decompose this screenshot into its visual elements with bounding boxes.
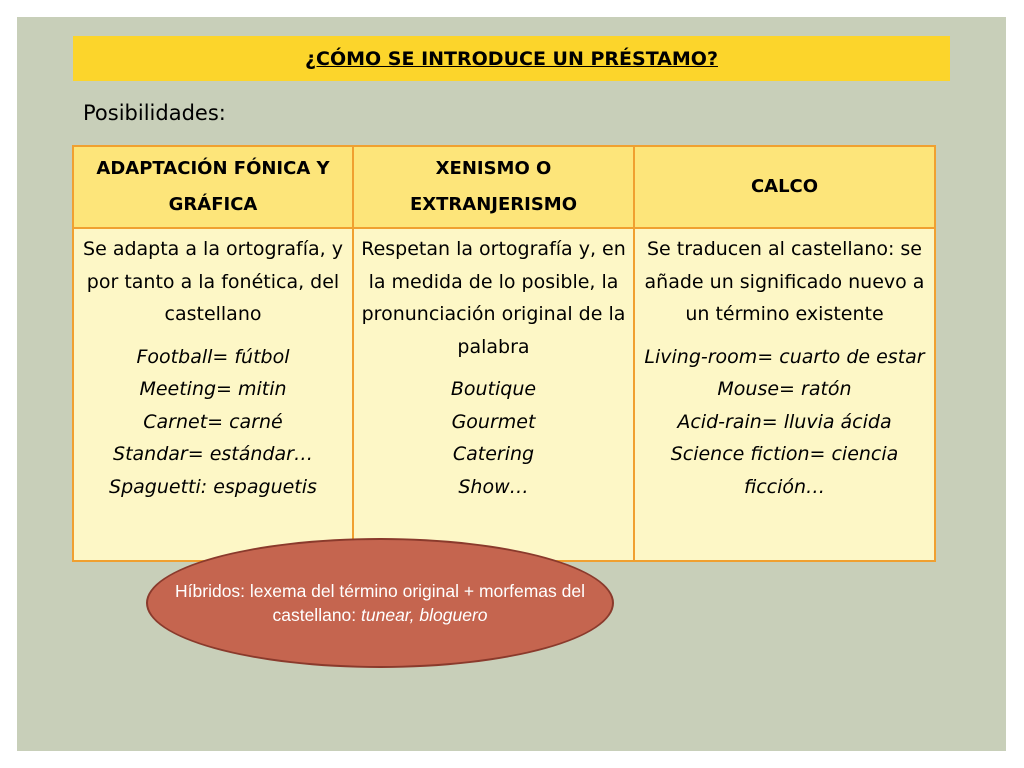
example-item: Spaguetti: espaguetis [109, 475, 317, 498]
table-row [73, 228, 935, 561]
callout-examples: tunear, bloguero [361, 605, 488, 625]
examples-adaptacion [79, 341, 347, 504]
example-item: Science fiction= ciencia ficción… [670, 443, 899, 498]
examples-xenismo [359, 373, 628, 503]
hybrids-callout [146, 538, 614, 668]
example-item: Gourmet [451, 410, 536, 433]
example-item: Living-room= cuarto de estar [644, 345, 925, 368]
description-xenismo: Respetan la ortografía y, en la medida de lo posible, la pronunciación original de la palabra [361, 238, 626, 358]
callout-content [148, 579, 612, 627]
header-xenismo: XENISMO O EXTRANJERISMO [353, 146, 634, 228]
cell-calco [634, 228, 935, 561]
example-item: Carnet= carné [143, 410, 283, 433]
description-adaptacion: Se adapta a la ortografía, y por tanto a la fonética, del castellano [83, 238, 343, 325]
example-item: Show… [458, 475, 529, 498]
example-item: Mouse= ratón [717, 378, 852, 400]
example-item: Football= fútbol [136, 345, 290, 368]
slide-title: ¿CÓMO SE INTRODUCE UN PRÉSTAMO? [73, 36, 950, 81]
comparison-table [72, 145, 936, 562]
slide [17, 17, 1006, 751]
example-item: Catering [452, 443, 535, 465]
callout-text: Híbridos: lexema del término original + morfemas del castellano: [175, 581, 585, 625]
header-calco: CALCO [634, 146, 935, 228]
example-item: Boutique [450, 378, 537, 400]
subtitle: Posibilidades: [83, 101, 226, 125]
description-calco: Se traducen al castellano: se añade un significado nuevo a un término existente [644, 238, 925, 325]
example-item: Acid-rain= lluvia ácida [677, 410, 892, 433]
table-header-row [73, 146, 935, 228]
examples-calco [640, 341, 929, 504]
example-item: Meeting= mitin [139, 378, 287, 400]
cell-adaptacion [73, 228, 353, 561]
example-item: Standar= estándar… [113, 443, 313, 465]
cell-xenismo [353, 228, 634, 561]
header-adaptacion: ADAPTACIÓN FÓNICA Y GRÁFICA [73, 146, 353, 228]
